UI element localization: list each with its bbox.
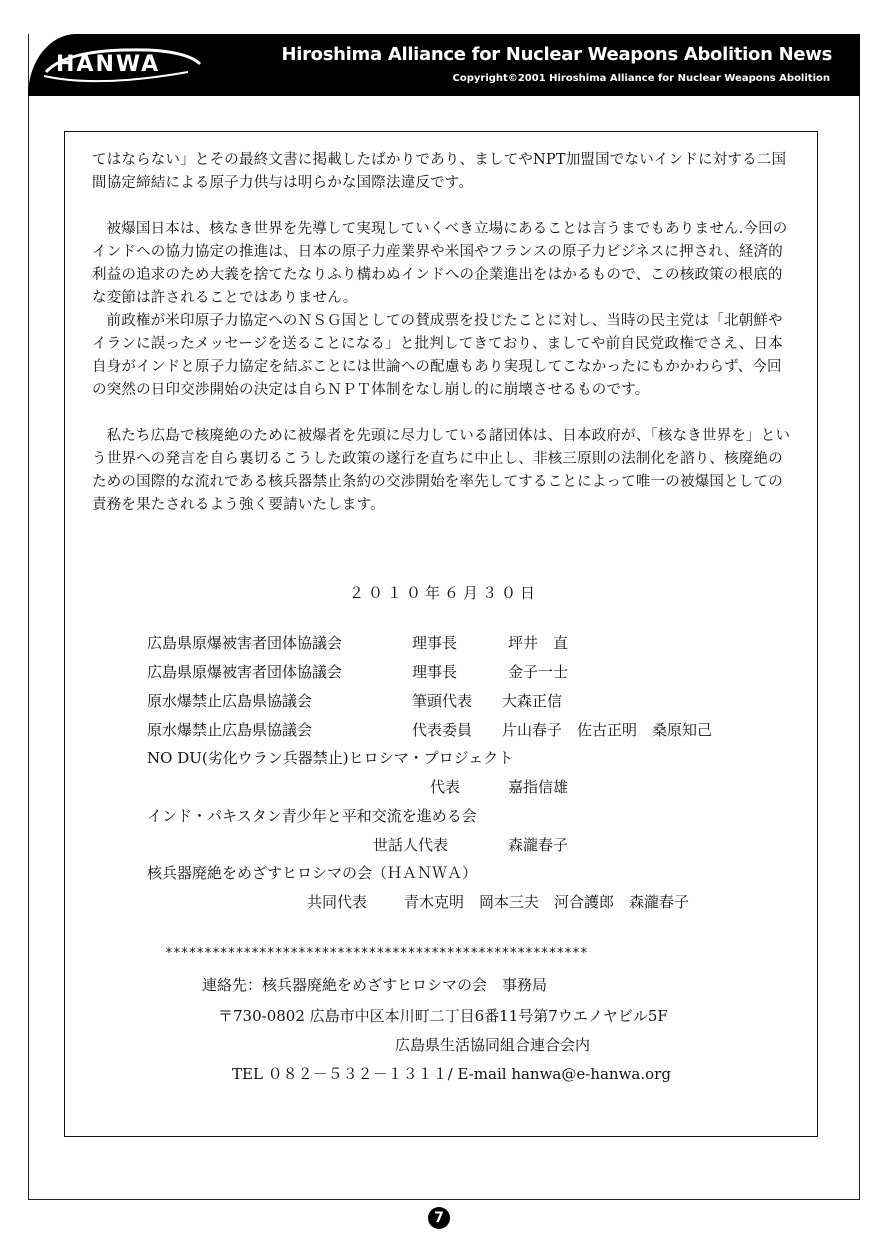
signatory-name: 森瀧春子 bbox=[508, 836, 569, 854]
contact-heading: 連絡先：核兵器廃絶をめざすヒロシマの会 事務局 bbox=[202, 976, 548, 994]
signatory-role: 理事長 bbox=[412, 663, 458, 681]
signatory-org: NO DU(劣化ウラン兵器禁止)ヒロシマ・プロジェクト bbox=[147, 749, 514, 767]
signatory-names: 片山春子 佐古正明 桑原知己 bbox=[502, 721, 713, 739]
contact-phone-email: TEL ０８２－５３２－１３１１/ E-mail hanwa@e-hanwa.org bbox=[232, 1065, 671, 1083]
signatory-org: 広島県原爆被害者団体協議会 bbox=[147, 634, 343, 652]
contact-address: 〒730-0802 広島市中区本川町二丁目6番11号第7ウエノヤビル5F bbox=[218, 1007, 668, 1025]
signatory-names: 青木克明 岡本三夫 河合護郎 森瀧春子 bbox=[404, 893, 690, 911]
signatory-name: 大森正信 bbox=[502, 692, 563, 710]
statement-body bbox=[92, 149, 792, 517]
paragraph-2: 被爆国日本は、核なき世界を先導して実現していくべき立場にあることは言うまでもありません.今回のインドへの協力協定の推進は、日本の原子力産業界や米国やフランスの原子力ビジネスに押され、経済的利益の追求のため大義を捨てたなりふり構わぬインドへの企業進出をはかるもので、この核政策の根底的な変節は許されることではありません。 bbox=[92, 221, 788, 306]
page-number: 7 bbox=[428, 1207, 450, 1229]
signatory-role: 世話人代表 bbox=[373, 836, 449, 854]
signatory-org: 広島県原爆被害者団体協議会 bbox=[147, 663, 343, 681]
signatory-name: 坪井 直 bbox=[508, 634, 569, 652]
signatory-role: 理事長 bbox=[412, 634, 458, 652]
signatory-name: 金子一士 bbox=[508, 663, 569, 681]
paragraph-1: てはならない」とその最終文書に掲載したばかりであり、ましてやNPT加盟国でないインドに対する二国間協定締結による原子力供与は明らかな国際法違反です。 bbox=[92, 152, 787, 191]
separator-line: ****************************************************** bbox=[165, 946, 588, 961]
logo-text: HANWA bbox=[56, 52, 161, 77]
paragraph-4: 私たち広島で核廃絶のために被爆者を先頭に尽力している諸団体は、日本政府が、「核なき世界を」という世界への発言を自ら裏切るこうした政策の遂行を直ちに中止し、非核三原則の法制化を諮り、核廃絶のための国際的な流れである核兵器禁止条約の交渉開始を率先してすることによって唯一の被爆国としての責務を果たされるよう強く要請いたします。 bbox=[92, 428, 791, 513]
signatory-role: 共同代表 bbox=[307, 893, 368, 911]
statement-date: ２０１０年６月３０日 bbox=[348, 584, 539, 602]
signatory-role: 代表委員 bbox=[412, 721, 473, 739]
signatory-org: インド・パキスタン青少年と平和交流を進める会 bbox=[147, 807, 477, 825]
signatory-role: 筆頭代表 bbox=[412, 692, 473, 710]
signatory-name: 嘉指信雄 bbox=[508, 778, 569, 796]
contact-address-2: 広島県生活協同組合連合会内 bbox=[395, 1036, 591, 1054]
signatory-org: 原水爆禁止広島県協議会 bbox=[147, 721, 313, 739]
signatory-org: 原水爆禁止広島県協議会 bbox=[147, 692, 313, 710]
paragraph-3: 前政権が米印原子力協定へのＮＳＧ国としての賛成票を投じたことに対し、当時の民主党は「北朝鮮やイランに誤ったメッセージを送ることになる」と批判してきており、ましてや前自民党政権でさえ、日本自身がインドと原子力協定を結ぶことには世論への配慮もあり実現してこなかったにもかかわらず、今回の突然の日印交渉開始の決定は自らＮＰＴ体制をなし崩し的に崩壊させるものです。 bbox=[92, 313, 783, 398]
newsletter-title: Hiroshima Alliance for Nuclear Weapons Abolition News bbox=[281, 44, 832, 65]
signatory-role: 代表 bbox=[430, 778, 461, 796]
header-banner bbox=[28, 34, 860, 96]
signatory-org: 核兵器廃絶をめざすヒロシマの会（ＨＡＮＷＡ） bbox=[147, 864, 478, 882]
copyright-notice: Copyright©2001 Hiroshima Alliance for Nuclear Weapons Abolition bbox=[452, 73, 830, 84]
